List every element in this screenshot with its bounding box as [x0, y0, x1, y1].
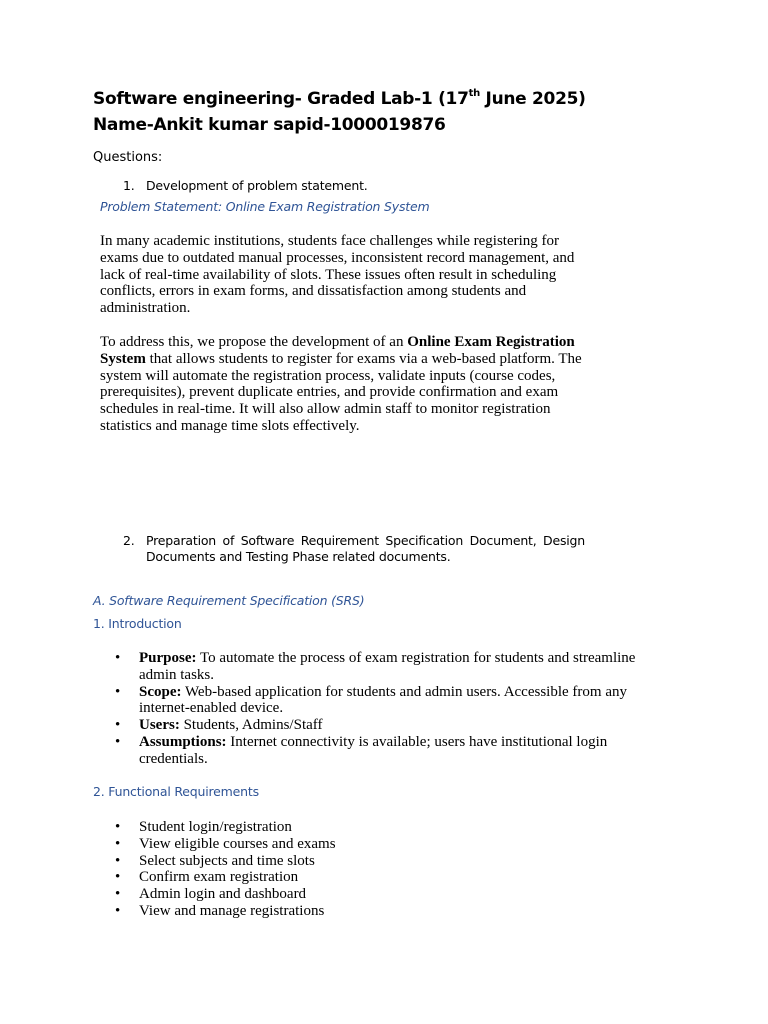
system-name-bold: Online Exam Registration System — [100, 334, 575, 367]
question-2 — [123, 533, 585, 567]
problem-statement-heading: Problem Statement: Online Exam Registration System — [100, 199, 430, 214]
problem-paragraph-1: In many academic institutions, students face challenges while registering for exams due to outdated manual processes, inconsistent record management, and lack of real-time availability of slots. These issues often result in scheduling conflicts, errors in exam forms, and dissatisfaction among students and administration. — [100, 233, 575, 317]
question-1-text: Development of problem statement. — [146, 178, 368, 193]
question-2-line-1: Preparation of Software Requirement Specification Document, Design — [146, 533, 585, 548]
introduction-heading: 1. Introduction — [93, 616, 182, 631]
list-item: • Student login/registration — [115, 819, 292, 835]
list-item: • Purpose: To automate the process of exam registration for students and streamline admin tasks. — [115, 650, 636, 683]
list-item: • View eligible courses and exams — [115, 835, 336, 852]
list-item: • Assumptions: Internet connectivity is available; users have institutional login credentials. — [115, 733, 608, 767]
list-item: • Users: Students, Admins/Staff — [115, 717, 323, 734]
introduction-list — [115, 650, 675, 768]
question-1 — [123, 178, 583, 196]
list-item: • Select subjects and time slots — [115, 852, 315, 869]
functional-requirements-heading: 2. Functional Requirements — [93, 784, 259, 799]
list-item: • View and manage registrations — [115, 902, 325, 919]
functional-requirements-list — [115, 819, 675, 920]
questions-label: Questions: — [93, 150, 163, 165]
question-1-number: 1. — [123, 178, 135, 193]
list-item: • Admin login and dashboard — [115, 886, 307, 903]
problem-paragraph-2: To address this, we propose the development of an Online Exam Registration System that allows students to register for exams via a web-based platform. The system will automate the registration process, validate inputs (course codes, prerequisites), prevent duplicate entries, and provide confirmation and exam schedules in real-time. It will also allow admin staff to monitor registration statistics and manage time slots effectively. — [100, 334, 582, 434]
question-2-line-2: Documents and Testing Phase related documents. — [146, 549, 451, 564]
document-title: Software engineering- Graded Lab-1 (17th June 2025) — [93, 88, 586, 109]
student-name-line: Name-Ankit kumar sapid-1000019876 — [93, 115, 446, 135]
list-item: • Scope: Web-based application for students and admin users. Accessible from any internet-enabled device. — [115, 683, 627, 717]
question-2-number: 2. — [123, 533, 135, 548]
srs-heading: A. Software Requirement Specification (SRS) — [93, 593, 365, 608]
list-item: • Confirm exam registration — [115, 869, 299, 886]
